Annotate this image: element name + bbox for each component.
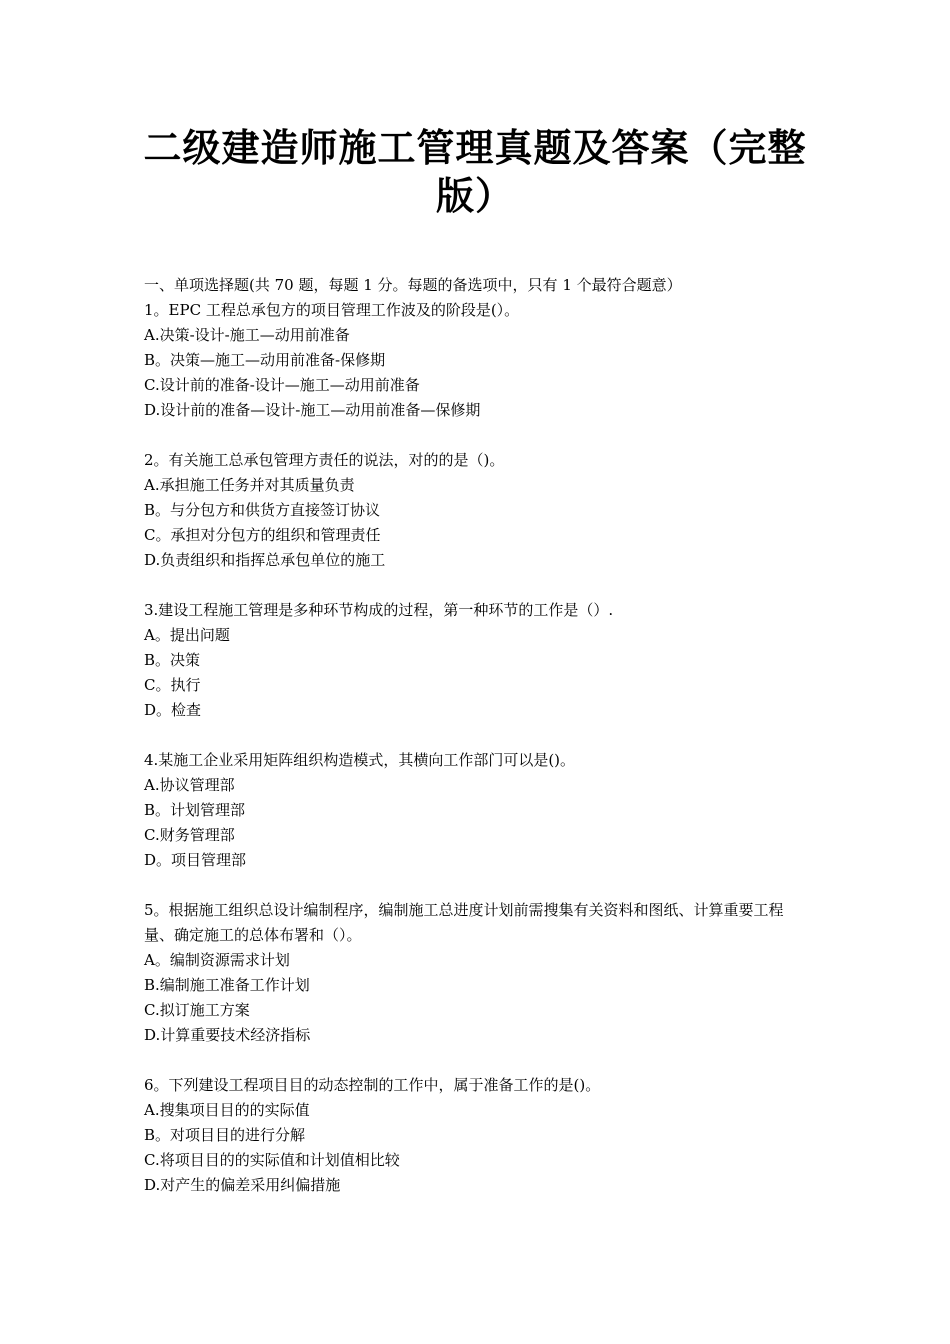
question-option-c: C。承担对分包方的组织和管理责任: [144, 526, 381, 544]
question-option-d: D.设计前的准备—设计-施工—动用前准备—保修期: [144, 401, 481, 419]
question-stem: 1。EPC 工程总承包方的项目管理工作波及的阶段是(）。: [144, 301, 520, 319]
question-3: [144, 598, 812, 723]
question-stem: 6。下列建设工程项目目的动态控制的工作中，属于准备工作的是()。: [144, 1076, 601, 1094]
question-5: [144, 898, 812, 1048]
question-option-b: B。决策—施工—动用前准备-保修期: [144, 351, 386, 369]
question-2: [144, 448, 812, 573]
document-title: 二级建造师施工管理真题及答案（完整版）: [143, 125, 807, 218]
section-intro: 一、单项选择题(共 70 题，每题 1 分。每题的备选项中，只有 1 个最符合题意）: [144, 276, 682, 294]
question-option-a: A.承担施工任务并对其质量负责: [144, 476, 355, 494]
question-option-c: C.财务管理部: [144, 826, 235, 844]
question-stem: 4.某施工企业采用矩阵组织构造模式，其横向工作部门可以是()。: [144, 751, 576, 769]
question-option-b: B。对项目目的进行分解: [144, 1126, 306, 1144]
question-option-c: C.设计前的准备-设计—施工—动用前准备: [144, 376, 420, 394]
question-stem: 3.建设工程施工管理是多种环节构成的过程，第一种环节的工作是（）.: [144, 601, 614, 619]
question-option-b: B。与分包方和供货方直接签订协议: [144, 501, 381, 519]
question-option-d: D。检查: [144, 701, 202, 719]
question-option-d: D.计算重要技术经济指标: [144, 1026, 311, 1044]
question-option-a: A.搜集项目目的的实际值: [144, 1101, 310, 1119]
question-option-a: A.协议管理部: [144, 776, 235, 794]
question-1: [144, 298, 812, 423]
question-option-b: B.编制施工准备工作计划: [144, 976, 310, 994]
question-6: [144, 1073, 812, 1198]
question-option-c: C.将项目目的的实际值和计划值相比较: [144, 1151, 400, 1169]
question-option-a: A。提出问题: [144, 626, 230, 644]
question-option-c: C。执行: [144, 676, 201, 694]
question-stem: 2。有关施工总承包管理方责任的说法，对的的是（)。: [144, 451, 505, 469]
question-stem: 5。根据施工组织总设计编制程序，编制施工总进度计划前需搜集有关资料和图纸、计算重要工程量、确定施工的总体布署和（）。: [144, 901, 784, 944]
document-body: [144, 273, 812, 1198]
question-4: [144, 748, 812, 873]
question-option-c: C.拟订施工方案: [144, 1001, 250, 1019]
question-option-b: B。决策: [144, 651, 201, 669]
question-option-b: B。计划管理部: [144, 801, 246, 819]
question-option-d: D.负责组织和指挥总承包单位的施工: [144, 551, 386, 569]
question-option-d: D。项目管理部: [144, 851, 247, 869]
question-option-d: D.对产生的偏差采用纠偏措施: [144, 1176, 341, 1194]
question-option-a: A。编制资源需求计划: [144, 951, 290, 969]
question-option-a: A.决策-设计-施工—动用前准备: [144, 326, 350, 344]
